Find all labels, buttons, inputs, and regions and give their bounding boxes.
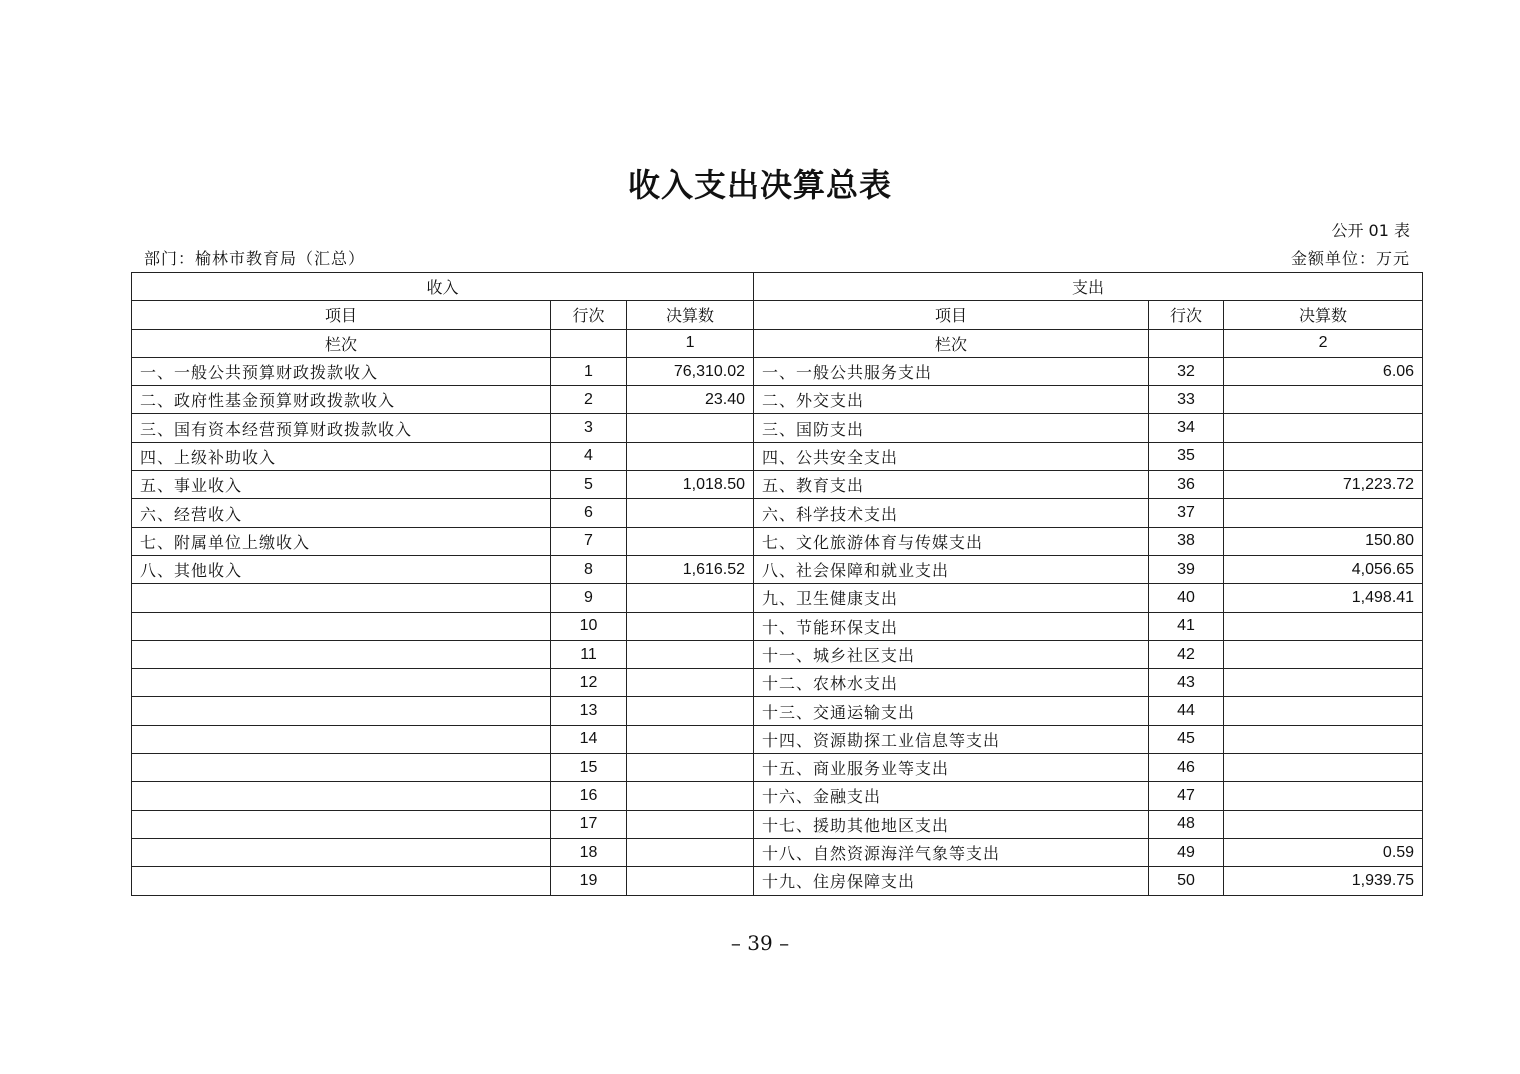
table-row — [132, 810, 1423, 838]
income-amount-cell: 23.40 — [627, 386, 754, 414]
expense-row-no-cell: 46 — [1149, 754, 1224, 782]
expense-item-cell: 十五、商业服务业等支出 — [754, 754, 1149, 782]
income-item-cell: 一、一般公共预算财政拨款收入 — [132, 357, 551, 385]
expense-amount-cell: 71,223.72 — [1224, 471, 1423, 499]
income-amount-cell — [627, 782, 754, 810]
income-row-no-cell: 16 — [551, 782, 627, 810]
expense-amount-cell: 1,939.75 — [1224, 867, 1423, 895]
expense-section-header: 支出 — [754, 273, 1423, 301]
expense-item-cell: 十七、援助其他地区支出 — [754, 810, 1149, 838]
expense-item-cell: 九、卫生健康支出 — [754, 584, 1149, 612]
income-row-no-cell: 11 — [551, 640, 627, 668]
expense-row-no-cell: 50 — [1149, 867, 1224, 895]
expense-item-cell: 十八、自然资源海洋气象等支出 — [754, 838, 1149, 866]
income-item-cell — [132, 867, 551, 895]
expense-row-no-cell: 43 — [1149, 669, 1224, 697]
expense-item-cell: 十、节能环保支出 — [754, 612, 1149, 640]
income-amount-cell — [627, 697, 754, 725]
table-row — [132, 386, 1423, 414]
document-title: 收入支出决算总表 — [627, 166, 892, 204]
column-index-row — [132, 329, 1423, 357]
expense-row-no-cell: 37 — [1149, 499, 1224, 527]
income-row-no-cell: 1 — [551, 357, 627, 385]
income-item-cell: 二、政府性基金预算财政拨款收入 — [132, 386, 551, 414]
expense-row-no-cell: 32 — [1149, 357, 1224, 385]
income-row-no-cell: 14 — [551, 725, 627, 753]
expense-row-no-cell: 41 — [1149, 612, 1224, 640]
income-item-cell — [132, 782, 551, 810]
expense-item-cell: 二、外交支出 — [754, 386, 1149, 414]
expense-item-cell: 七、文化旅游体育与传媒支出 — [754, 527, 1149, 555]
expense-item-cell: 十三、交通运输支出 — [754, 697, 1149, 725]
expense-row-no-cell: 47 — [1149, 782, 1224, 810]
income-amount-cell — [627, 669, 754, 697]
table-row — [132, 471, 1423, 499]
income-amount-cell — [627, 754, 754, 782]
expense-amount-cell — [1224, 782, 1423, 810]
expense-row-no-cell: 35 — [1149, 442, 1224, 470]
table-row — [132, 527, 1423, 555]
income-item-cell — [132, 612, 551, 640]
expense-amount-cell — [1224, 640, 1423, 668]
expense-row-no-cell: 40 — [1149, 584, 1224, 612]
column-header-row — [132, 301, 1423, 329]
expense-amount-cell — [1224, 414, 1423, 442]
income-amount-cell — [627, 867, 754, 895]
income-item-cell — [132, 754, 551, 782]
expense-item-cell: 八、社会保障和就业支出 — [754, 555, 1149, 583]
income-amount-cell — [627, 640, 754, 668]
expense-amount-cell — [1224, 612, 1423, 640]
expense-item-cell: 十九、住房保障支出 — [754, 867, 1149, 895]
table-row — [132, 838, 1423, 866]
expense-amount-cell — [1224, 442, 1423, 470]
expense-item-cell: 十一、城乡社区支出 — [754, 640, 1149, 668]
section-header-row — [132, 273, 1423, 301]
table-row — [132, 697, 1423, 725]
table-row — [132, 782, 1423, 810]
department-label: 部门：榆林市教育局（汇总） — [144, 249, 366, 268]
income-row-no-cell: 5 — [551, 471, 627, 499]
expense-row-no-cell: 34 — [1149, 414, 1224, 442]
income-amount-cell — [627, 414, 754, 442]
expense-amount-cell — [1224, 810, 1423, 838]
income-column-index: 1 — [627, 329, 754, 357]
income-expense-table — [131, 272, 1423, 896]
expense-row-no-cell: 44 — [1149, 697, 1224, 725]
table-row — [132, 725, 1423, 753]
expense-item-cell: 十四、资源勘探工业信息等支出 — [754, 725, 1149, 753]
income-row-no-cell: 4 — [551, 442, 627, 470]
expense-item-cell: 五、教育支出 — [754, 471, 1149, 499]
table-row — [132, 612, 1423, 640]
income-row-no-cell: 2 — [551, 386, 627, 414]
income-amount-cell — [627, 442, 754, 470]
income-row-no-cell: 8 — [551, 555, 627, 583]
income-row-no-cell: 17 — [551, 810, 627, 838]
income-amount-cell — [627, 725, 754, 753]
income-amount-cell: 1,616.52 — [627, 555, 754, 583]
table-row — [132, 499, 1423, 527]
income-item-cell — [132, 810, 551, 838]
income-amount-cell — [627, 612, 754, 640]
income-item-cell: 三、国有资本经营预算财政拨款收入 — [132, 414, 551, 442]
income-row-no-cell: 7 — [551, 527, 627, 555]
income-row-no-cell: 18 — [551, 838, 627, 866]
income-amount-cell — [627, 838, 754, 866]
income-row-no-cell: 6 — [551, 499, 627, 527]
income-item-cell: 七、附属单位上缴收入 — [132, 527, 551, 555]
income-column-blank — [551, 329, 627, 357]
table-row — [132, 640, 1423, 668]
income-amount-cell — [627, 584, 754, 612]
form-number: 公开 01 表 — [1331, 221, 1410, 240]
expense-item-header: 项目 — [754, 301, 1149, 329]
expense-row-no-cell: 48 — [1149, 810, 1224, 838]
income-row-no-cell: 15 — [551, 754, 627, 782]
expense-amount-cell — [1224, 697, 1423, 725]
income-item-cell — [132, 697, 551, 725]
expense-amount-cell — [1224, 669, 1423, 697]
income-row-no-cell: 19 — [551, 867, 627, 895]
expense-row-no-cell: 38 — [1149, 527, 1224, 555]
page-number: – 39 – — [730, 931, 790, 955]
expense-amount-cell — [1224, 386, 1423, 414]
expense-row-no-header: 行次 — [1149, 301, 1224, 329]
expense-amount-cell: 4,056.65 — [1224, 555, 1423, 583]
income-row-no-cell: 12 — [551, 669, 627, 697]
expense-item-cell: 十二、农林水支出 — [754, 669, 1149, 697]
income-item-cell — [132, 584, 551, 612]
table-row — [132, 442, 1423, 470]
table-row — [132, 555, 1423, 583]
income-item-cell — [132, 640, 551, 668]
expense-row-no-cell: 45 — [1149, 725, 1224, 753]
expense-row-no-cell: 49 — [1149, 838, 1224, 866]
income-item-header: 项目 — [132, 301, 551, 329]
income-item-cell: 四、上级补助收入 — [132, 442, 551, 470]
income-item-cell — [132, 669, 551, 697]
expense-amount-header: 决算数 — [1224, 301, 1423, 329]
expense-row-no-cell: 36 — [1149, 471, 1224, 499]
table-row — [132, 669, 1423, 697]
income-item-cell: 八、其他收入 — [132, 555, 551, 583]
income-row-no-cell: 3 — [551, 414, 627, 442]
expense-amount-cell: 0.59 — [1224, 838, 1423, 866]
income-section-header: 收入 — [132, 273, 754, 301]
expense-column-blank — [1149, 329, 1224, 357]
expense-item-cell: 十六、金融支出 — [754, 782, 1149, 810]
income-row-no-cell: 13 — [551, 697, 627, 725]
income-row-no-header: 行次 — [551, 301, 627, 329]
expense-row-no-cell: 39 — [1149, 555, 1224, 583]
income-amount-cell: 1,018.50 — [627, 471, 754, 499]
income-amount-cell — [627, 810, 754, 838]
income-item-cell: 五、事业收入 — [132, 471, 551, 499]
expense-amount-cell: 1,498.41 — [1224, 584, 1423, 612]
amount-unit-label: 金额单位：万元 — [1290, 249, 1410, 268]
income-amount-cell — [627, 527, 754, 555]
table-row — [132, 754, 1423, 782]
income-amount-cell: 76,310.02 — [627, 357, 754, 385]
table-row — [132, 584, 1423, 612]
income-row-no-cell: 10 — [551, 612, 627, 640]
income-item-cell — [132, 725, 551, 753]
income-column-label: 栏次 — [132, 329, 551, 357]
income-row-no-cell: 9 — [551, 584, 627, 612]
expense-row-no-cell: 33 — [1149, 386, 1224, 414]
expense-item-cell: 六、科学技术支出 — [754, 499, 1149, 527]
expense-item-cell: 四、公共安全支出 — [754, 442, 1149, 470]
table-row — [132, 357, 1423, 385]
income-amount-cell — [627, 499, 754, 527]
expense-amount-cell: 150.80 — [1224, 527, 1423, 555]
expense-amount-cell — [1224, 499, 1423, 527]
income-amount-header: 决算数 — [627, 301, 754, 329]
income-item-cell — [132, 838, 551, 866]
expense-item-cell: 一、一般公共服务支出 — [754, 357, 1149, 385]
expense-amount-cell — [1224, 754, 1423, 782]
expense-amount-cell — [1224, 725, 1423, 753]
expense-column-index: 2 — [1224, 329, 1423, 357]
expense-amount-cell: 6.06 — [1224, 357, 1423, 385]
expense-column-label: 栏次 — [754, 329, 1149, 357]
table-row — [132, 867, 1423, 895]
expense-row-no-cell: 42 — [1149, 640, 1224, 668]
table-row — [132, 414, 1423, 442]
expense-item-cell: 三、国防支出 — [754, 414, 1149, 442]
income-item-cell: 六、经营收入 — [132, 499, 551, 527]
